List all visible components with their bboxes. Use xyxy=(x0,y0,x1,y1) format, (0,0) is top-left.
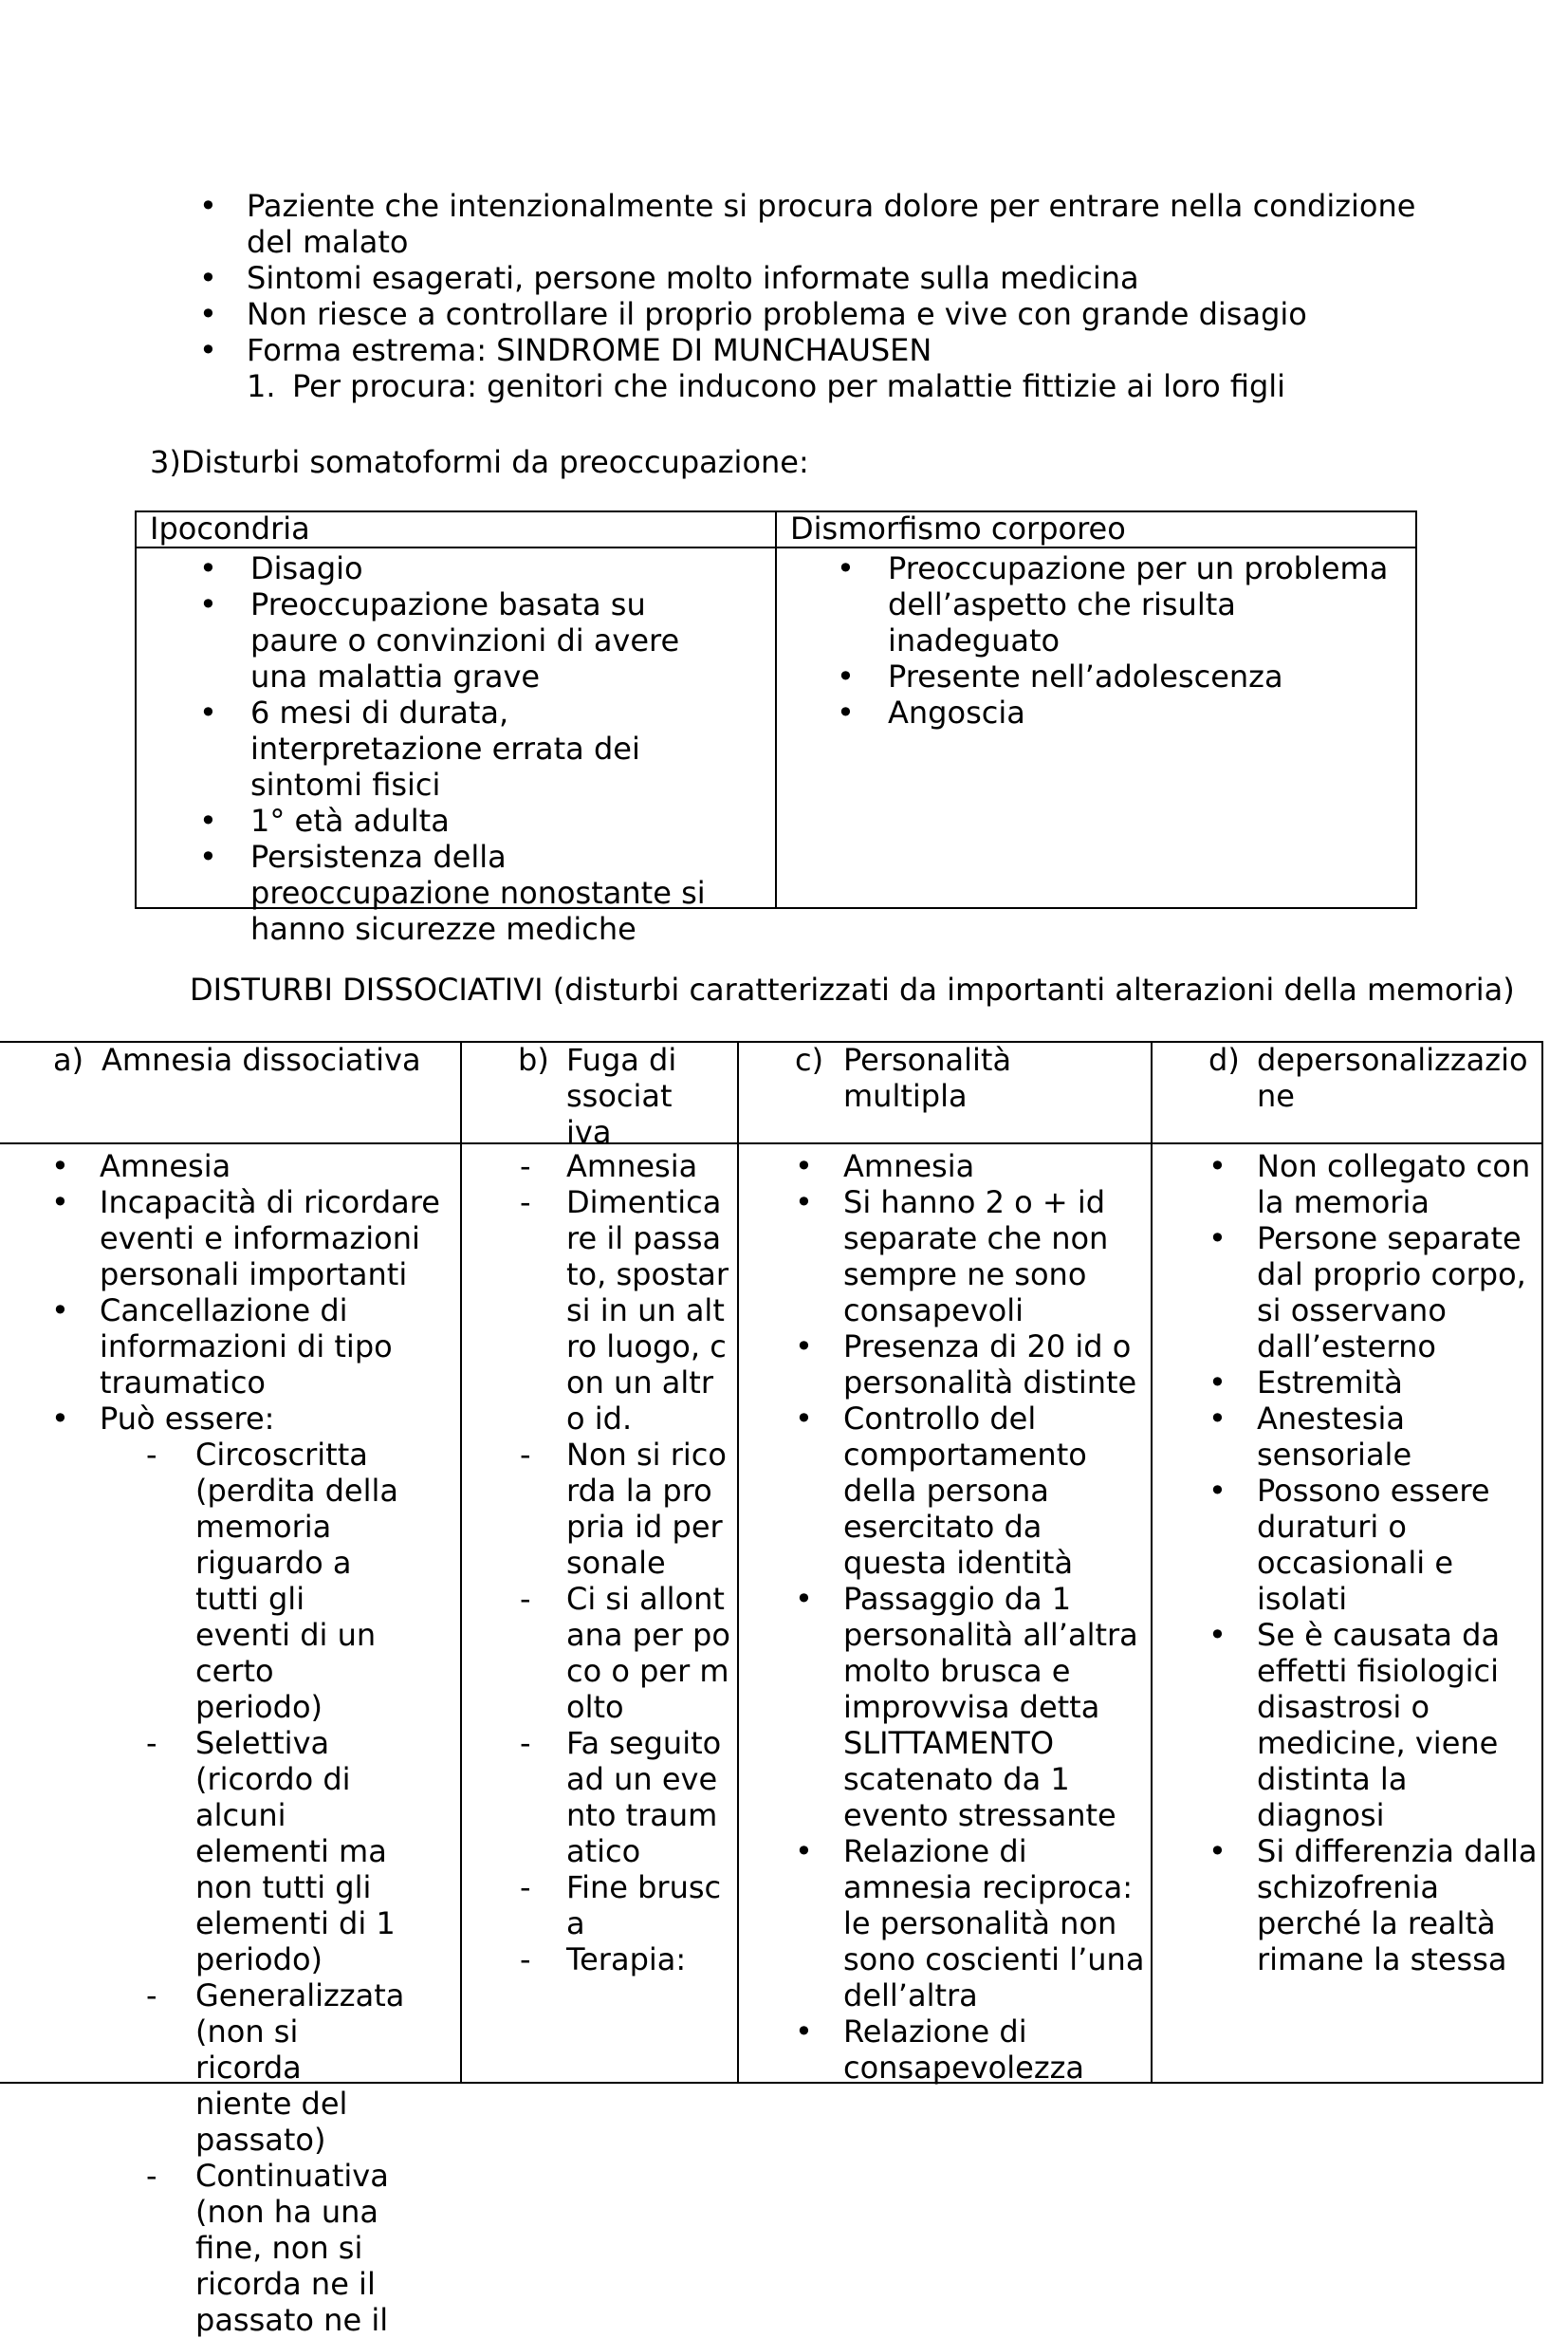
sub-list-item: - Selettiva (ricordo di alcuni elementi ma non tutti gli elementi di 1 periodo) xyxy=(146,1725,404,1977)
list-item: • Controllo del comportamento della persona esercitato da questa identità xyxy=(795,1401,1146,1581)
list-item: • Persistenza della preoccupazione nonostante si hanno sicurezze mediche xyxy=(199,839,730,947)
list-item: • Presente nell’adolescenza xyxy=(837,659,1406,695)
list-item: • Incapacità di ricordare eventi e informazioni personali importanti xyxy=(51,1184,452,1292)
list-item: • Può essere: xyxy=(51,1401,452,1437)
list-item: • Amnesia xyxy=(795,1148,1146,1184)
list-item: • Persone separate dal proprio corpo, si osservano dall’esterno xyxy=(1208,1220,1540,1364)
list-item: • Non collegato con la memoria xyxy=(1208,1148,1540,1220)
section-heading-dissociativi: DISTURBI DISSOCIATIVI (disturbi caratterizzati da importanti alterazioni della memoria) xyxy=(190,972,1515,1008)
header-label: d) xyxy=(1208,1042,1240,1078)
list-item: - Ci si allontana per poco o per molto xyxy=(520,1581,730,1725)
list-item: • Non riesce a controllare il proprio problema e vive con grande disagio xyxy=(199,296,1451,332)
sub-item-text: Per procura: genitori che inducono per malattie fittizie ai loro figli xyxy=(292,368,1286,404)
sub-list-item: - Generalizzata (non si ricorda niente del passato) xyxy=(146,1977,404,2158)
sub-list-item: - Circoscritta (perdita della memoria riguardo a tutti gli eventi di un certo periodo) xyxy=(146,1437,404,1725)
section-heading-somatoformi: 3)Disturbi somatoformi da preoccupazione: xyxy=(150,444,809,480)
list-item: • Si differenzia dalla schizofrenia perché la realtà rimane la stessa xyxy=(1208,1833,1540,1977)
list-item: • Se è causata da effetti fisiologici disastrosi o medicine, viene distinta la diagnosi xyxy=(1208,1617,1540,1833)
list-item: • Passaggio da 1 personalità all’altra molto brusca e improvvisa detta SLITTAMENTO scatenato da 1 evento stressante xyxy=(795,1581,1146,1833)
list-item: • Relazione di amnesia reciproca: le personalità non sono coscienti l’una dell’altra xyxy=(795,1833,1146,2013)
header-text: Amnesia dissociativa xyxy=(101,1042,421,1078)
list-item: • Forma estrema: SINDROME DI MUNCHAUSEN xyxy=(199,332,1451,368)
list-item: • 6 mesi di durata, interpretazione errata dei sintomi fisici xyxy=(199,695,730,803)
list-item: • Angoscia xyxy=(837,695,1406,731)
header-text: Personalità multipla xyxy=(843,1042,1012,1114)
table-header-cell: Dismorfismo corporeo xyxy=(790,510,1126,547)
list-item: • Estremità xyxy=(1208,1364,1540,1401)
header-text: depersonalizzazione xyxy=(1257,1042,1528,1114)
list-item: • Amnesia xyxy=(51,1148,452,1184)
list-item: • Preoccupazione basata su paure o convinzioni di avere una malattia grave xyxy=(199,586,730,695)
list-item: • Sintomi esagerati, persone molto informate sulla medicina xyxy=(199,260,1451,296)
header-text: Fuga dissociativa xyxy=(566,1042,677,1150)
table-header-cell: Ipocondria xyxy=(150,510,310,547)
list-item: - Fine brusca xyxy=(520,1869,730,1941)
list-item: - Non si ricorda la propria id personale xyxy=(520,1437,730,1581)
list-item: • Preoccupazione per un problema dell’aspetto che risulta inadeguato xyxy=(837,550,1406,659)
list-item: • Possono essere duraturi o occasionali e isolati xyxy=(1208,1473,1540,1617)
list-item: • Cancellazione di informazioni di tipo traumatico xyxy=(51,1292,452,1401)
list-item: - Terapia: xyxy=(520,1941,730,1977)
list-item: • Presenza di 20 id o personalità distinte xyxy=(795,1328,1146,1401)
list-item: - Dimenticare il passato, spostarsi in un altro luogo, con un altro id. xyxy=(520,1184,730,1437)
list-item: • Relazione di consapevolezza xyxy=(795,2013,1146,2086)
header-label: a) xyxy=(53,1042,84,1078)
list-item: • Anestesia sensoriale xyxy=(1208,1401,1540,1473)
list-item: - Fa seguito ad un evento traumatico xyxy=(520,1725,730,1869)
header-label: b) xyxy=(518,1042,549,1078)
list-item: • Si hanno 2 o + id separate che non sempre ne sono consapevoli xyxy=(795,1184,1146,1328)
list-item: • Disagio xyxy=(199,550,730,586)
sub-list-item: - Continuativa (non ha una fine, non si ricorda ne il passato ne il xyxy=(146,2158,404,2338)
list-item: • 1° età adulta xyxy=(199,803,730,839)
sub-item-number: 1. xyxy=(247,368,276,404)
list-item: • Paziente che intenzionalmente si procura dolore per entrare nella condizione del malato xyxy=(199,188,1451,260)
header-label: c) xyxy=(795,1042,824,1078)
list-item: - Amnesia xyxy=(520,1148,730,1184)
